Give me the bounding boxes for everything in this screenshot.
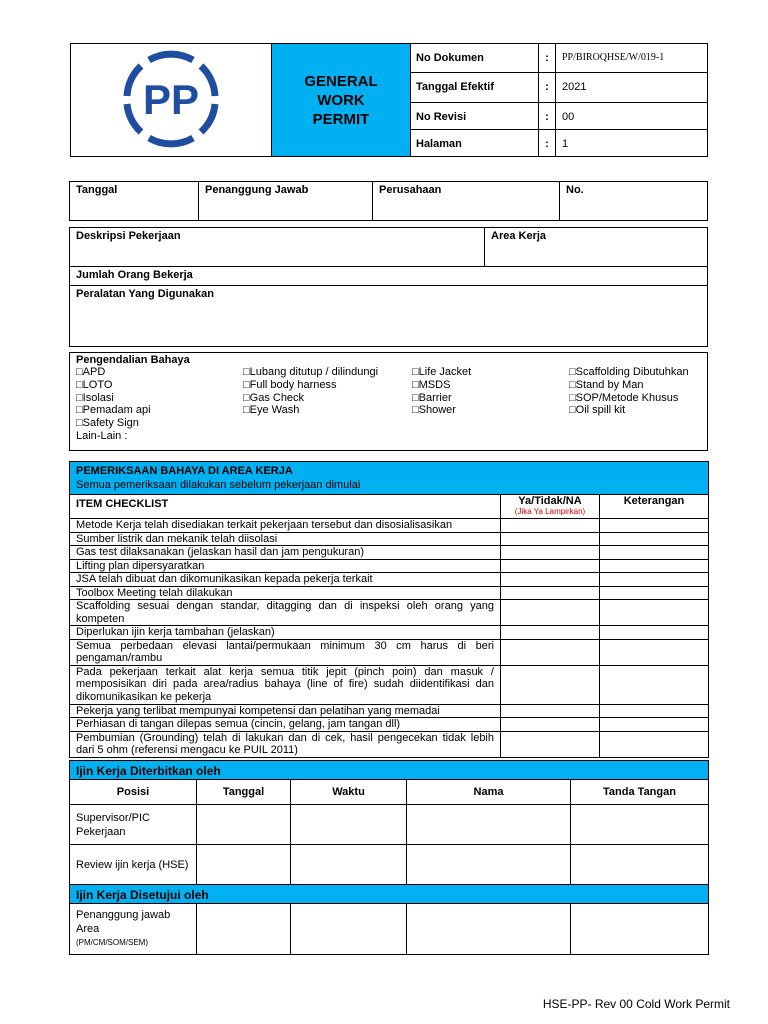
equipment-field[interactable] — [70, 286, 708, 347]
checklist-item: Diperlukan ijin kerja tambahan (jelaskan) — [70, 626, 501, 640]
date-field[interactable] — [70, 182, 199, 221]
page-value: 1 — [556, 129, 708, 156]
responsible-label: Penanggung Jawab — [205, 184, 309, 196]
hazard-option-apd[interactable]: □APD — [76, 366, 106, 378]
checklist-item: Metode Kerja telah disediakan terkait pekerjaan tersebut dan disosialisasikan — [70, 519, 501, 533]
area-responsible-label: Penanggung jawab Area — [76, 909, 171, 935]
checklist-remark-cell[interactable] — [600, 600, 709, 626]
signature-cell[interactable] — [571, 904, 709, 955]
checklist-section-title: PEMERIKSAAN BAHAYA DI AREA KERJA — [76, 465, 293, 477]
sign-time-cell[interactable] — [291, 805, 407, 845]
equipment-label: Peralatan Yang Digunakan — [76, 288, 214, 300]
hazard-option-msds[interactable]: □MSDS — [412, 378, 451, 391]
name-header: Nama — [407, 780, 571, 805]
checklist-remark-cell[interactable] — [600, 731, 709, 757]
yes-no-note: (Jika Ya Lampirkan) — [514, 507, 586, 516]
position-header: Posisi — [70, 780, 197, 805]
hazard-option-scaffolding[interactable]: □Scaffolding Dibutuhkan — [569, 366, 689, 378]
doc-number-value: PP/BIROQHSE/W/019-1 — [556, 44, 708, 73]
checklist-remark-cell[interactable] — [600, 573, 709, 587]
logo-text: PP — [142, 75, 200, 123]
sign-date-cell[interactable] — [197, 845, 291, 885]
revision-label: No Revisi — [411, 102, 539, 129]
pp-logo-icon — [119, 46, 223, 150]
work-area-label: Area Kerja — [491, 230, 547, 242]
form-title — [272, 44, 411, 157]
title-line: WORK — [317, 91, 365, 109]
number-field[interactable] — [560, 182, 708, 221]
effective-date-value: 2021 — [556, 73, 708, 102]
worker-count-label: Jumlah Orang Bekerja — [76, 269, 193, 281]
other-controls-label: Lain-Lain : — [76, 430, 128, 442]
sign-date-cell[interactable] — [197, 805, 291, 845]
checklist-answer-cell[interactable] — [501, 586, 600, 600]
company-logo — [71, 44, 272, 157]
hazard-option-oil-spill[interactable]: □Oil spill kit — [569, 404, 626, 417]
checklist-answer-cell[interactable] — [501, 704, 600, 718]
hazard-option-life-jacket[interactable]: □Life Jacket — [412, 366, 472, 378]
job-description-field[interactable] — [70, 228, 485, 267]
checklist-answer-cell[interactable] — [501, 665, 600, 704]
job-description-label: Deskripsi Pekerjaan — [76, 230, 181, 242]
checklist-section-header — [70, 462, 709, 495]
checklist-remark-cell[interactable] — [600, 665, 709, 704]
effective-date-label: Tanggal Efektif — [411, 73, 539, 102]
area-responsible-position — [70, 904, 197, 955]
permit-authorization-table — [69, 760, 709, 955]
hazard-column-3 — [412, 366, 471, 417]
area-responsible-roles: (PM/CM/SOM/SEM) — [76, 938, 148, 947]
hazard-option-barrier[interactable]: □Barrier — [412, 391, 452, 404]
hazard-option-eye-wash[interactable]: □Eye Wash — [243, 404, 300, 417]
supervisor-position: Supervisor/PIC Pekerjaan — [70, 805, 197, 845]
hazard-option-safety-sign[interactable]: □Safety Sign — [76, 417, 139, 430]
hazard-column-1 — [76, 366, 151, 430]
checklist-remark-cell[interactable] — [600, 546, 709, 560]
doc-number-label: No Dokumen — [411, 44, 539, 73]
checklist-item: Gas test dilaksanakan (jelaskan hasil dan jam pengukuran) — [70, 546, 501, 560]
checklist-remark-cell[interactable] — [600, 704, 709, 718]
separator: : — [539, 129, 556, 156]
checklist-remark-cell[interactable] — [600, 532, 709, 546]
hazard-option-shower[interactable]: □Shower — [412, 404, 456, 417]
date-label: Tanggal — [76, 184, 118, 196]
permit-info-table — [69, 181, 708, 221]
checklist-remark-cell[interactable] — [600, 519, 709, 533]
checklist-item: Pada pekerjaan terkait alat kerja semua titik jepit (pinch poin) dan masuk / memposisikan diri pada area/radius bahaya (line of fire) sudah diidentifikasi dan dikomunikasikan ke pekerja — [70, 665, 501, 704]
checklist-remark-cell[interactable] — [600, 559, 709, 573]
title-line: PERMIT — [312, 110, 370, 128]
checklist-item: Sumber listrik dan mekanik telah diisolasi — [70, 532, 501, 546]
sign-time-cell[interactable] — [291, 845, 407, 885]
checklist-section-subtitle: Semua pemeriksaan dilakukan sebelum pekerjaan dimulai — [76, 479, 361, 491]
checklist-answer-cell[interactable] — [501, 731, 600, 757]
work-area-field[interactable] — [485, 228, 708, 267]
document-header — [70, 43, 708, 157]
checklist-answer-cell[interactable] — [501, 532, 600, 546]
number-label: No. — [566, 184, 584, 196]
hazard-option-sop[interactable]: □SOP/Metode Khusus — [569, 391, 679, 404]
checklist-answer-cell[interactable] — [501, 600, 600, 626]
remarks-header: Keterangan — [600, 495, 709, 519]
separator: : — [539, 44, 556, 73]
sign-date-cell[interactable] — [197, 904, 291, 955]
hazard-control-box — [69, 352, 708, 451]
checklist-item: Perhiasan di tangan dilepas semua (cincin, gelang, jam tangan dll) — [70, 718, 501, 732]
hazard-option-lubang[interactable]: □Lubang ditutup / dilindungi — [243, 366, 379, 378]
checklist-answer-cell[interactable] — [501, 639, 600, 665]
checklist-answer-cell[interactable] — [501, 573, 600, 587]
hazard-option-loto[interactable]: □LOTO — [76, 378, 113, 391]
item-checklist-header: ITEM CHECKLIST — [70, 495, 501, 519]
footer-text: HSE-PP- Rev 00 Cold Work Permit — [542, 997, 730, 1011]
responsible-field[interactable] — [199, 182, 373, 221]
checklist-answer-cell[interactable] — [501, 718, 600, 732]
checklist-item: Semua perbedaan elevasi lantai/permukaan minimum 30 cm harus di beri pengaman/rambu — [70, 639, 501, 665]
checklist-answer-cell[interactable] — [501, 626, 600, 640]
signature-cell[interactable] — [571, 845, 709, 885]
hazard-option-isolasi[interactable]: □Isolasi — [76, 391, 114, 404]
hse-review-position: Review ijin kerja (HSE) — [70, 845, 197, 885]
hazard-column-4 — [569, 366, 689, 417]
hazard-checklist-table — [69, 461, 709, 758]
checklist-answer-cell[interactable] — [501, 559, 600, 573]
separator: : — [539, 73, 556, 102]
checklist-item: Scaffolding sesuai dengan standar, ditagging dan di inspeksi oleh orang yang kompeten — [70, 600, 501, 626]
checklist-item: Pekerja yang terlibat mempunyai kompetensi dan pelatihan yang memadai — [70, 704, 501, 718]
checklist-answer-cell[interactable] — [501, 546, 600, 560]
checklist-item: Pembumian (Grounding) telah di lakukan dan di cek, hasil pengecekan tidak lebih dari 5 ohm (referensi mengacu ke PUIL 2011) — [70, 731, 501, 757]
approved-by-title: Ijin Kerja Disetujui oleh — [70, 885, 709, 904]
sign-time-cell[interactable] — [291, 904, 407, 955]
time-header: Waktu — [291, 780, 407, 805]
company-label: Perusahaan — [379, 184, 442, 196]
worker-count-field[interactable] — [70, 267, 708, 286]
sign-name-cell[interactable] — [407, 805, 571, 845]
yes-no-label: Ya/Tidak/NA — [518, 495, 582, 507]
sign-name-cell[interactable] — [407, 904, 571, 955]
checklist-item: JSA telah dibuat dan dikomunikasikan kepada pekerja terkait — [70, 573, 501, 587]
issued-by-title: Ijin Kerja Diterbitkan oleh — [70, 761, 709, 780]
checklist-remark-cell[interactable] — [600, 586, 709, 600]
work-info-table — [69, 227, 708, 347]
checklist-remark-cell[interactable] — [600, 639, 709, 665]
yes-no-header — [501, 495, 600, 519]
signature-cell[interactable] — [571, 805, 709, 845]
title-line: GENERAL — [304, 72, 378, 90]
revision-value: 00 — [556, 102, 708, 129]
checklist-remark-cell[interactable] — [600, 718, 709, 732]
sign-name-cell[interactable] — [407, 845, 571, 885]
checklist-item: Toolbox Meeting telah dilakukan — [70, 586, 501, 600]
hazard-option-stand-by-man[interactable]: □Stand by Man — [569, 378, 644, 391]
checklist-remark-cell[interactable] — [600, 626, 709, 640]
signature-header: Tanda Tangan — [571, 780, 709, 805]
hazard-control-title: Pengendalian Bahaya — [76, 354, 190, 366]
checklist-answer-cell[interactable] — [501, 519, 600, 533]
checklist-item: Lifting plan dipersyaratkan — [70, 559, 501, 573]
page-label: Halaman — [411, 129, 539, 156]
company-field[interactable] — [373, 182, 560, 221]
hazard-column-2 — [243, 366, 378, 417]
hazard-option-pemadam[interactable]: □Pemadam api — [76, 404, 151, 417]
hazard-option-harness[interactable]: □Full body harness — [243, 378, 337, 391]
hazard-option-gas-check[interactable]: □Gas Check — [243, 391, 305, 404]
date-header: Tanggal — [197, 780, 291, 805]
separator: : — [539, 102, 556, 129]
